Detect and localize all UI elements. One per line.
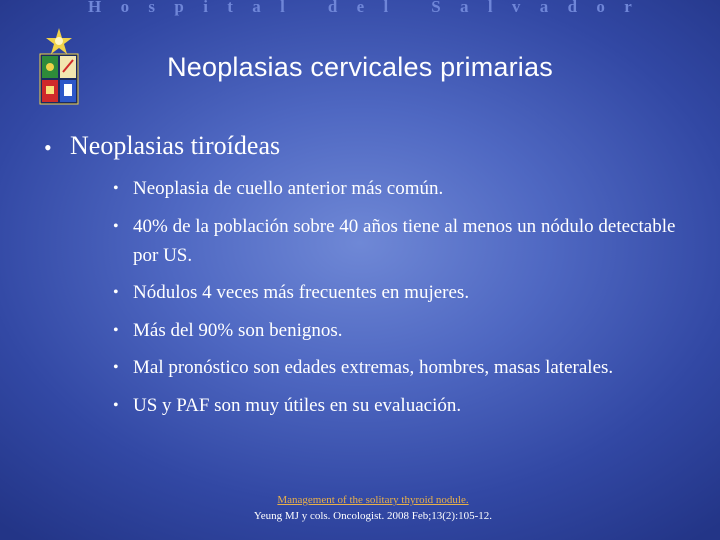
- reference-link[interactable]: Management of the solitary thyroid nodule.: [277, 494, 469, 506]
- header-hospital-del-salvador: [0, 0, 720, 19]
- header-letter: [408, 0, 412, 19]
- header-letter: p: [174, 0, 184, 16]
- sub-bullet-list: [113, 174, 683, 428]
- header-letter: [304, 0, 308, 19]
- header-letter: o: [120, 0, 130, 16]
- list-item: • Neoplasia de cuello anterior más común.: [113, 178, 444, 199]
- list-item: • US y PAF son muy útiles en su evaluación.: [113, 394, 462, 416]
- header-letter: o: [596, 0, 605, 16]
- header-letter: i: [203, 0, 208, 16]
- reference-citation: Yeung MJ y cols. Oncologist. 2008 Feb;13(2):105-12.: [253, 510, 493, 522]
- slide-title: Neoplasias cervicales primarias: [167, 52, 553, 82]
- header-letter: v: [511, 0, 521, 16]
- main-bullet: [44, 131, 280, 165]
- header-letter: d: [327, 0, 338, 16]
- list-item: • Nódulos 4 veces más frecuentes en mujeres.: [113, 282, 470, 303]
- header-letter: a: [252, 0, 261, 16]
- list-item: • Mal pronóstico son edades extremas, hombres, masas laterales.: [113, 357, 614, 378]
- reference: [0, 492, 720, 524]
- header-letter: l: [383, 0, 389, 16]
- header-letter: l: [487, 0, 493, 16]
- bullet-marker: •: [44, 135, 52, 160]
- main-bullet-text: Neoplasias tiroídeas: [70, 131, 281, 160]
- university-crest-icon: [36, 26, 82, 108]
- header-letter: r: [624, 0, 632, 16]
- list-item: • 40% de la población sobre 40 años tiene al menos un nódulo detectable por US.: [113, 215, 676, 266]
- header-letter: H: [88, 0, 102, 16]
- list-item: • Más del 90% son benignos.: [113, 319, 343, 341]
- header-letter: e: [356, 0, 365, 16]
- header-letter: t: [227, 0, 233, 16]
- header-letter: l: [280, 0, 285, 16]
- header-letter: d: [567, 0, 578, 16]
- header-letter: a: [460, 0, 469, 16]
- header-letter: S: [431, 0, 441, 16]
- header-letter: s: [148, 0, 156, 16]
- header-letter: a: [539, 0, 549, 16]
